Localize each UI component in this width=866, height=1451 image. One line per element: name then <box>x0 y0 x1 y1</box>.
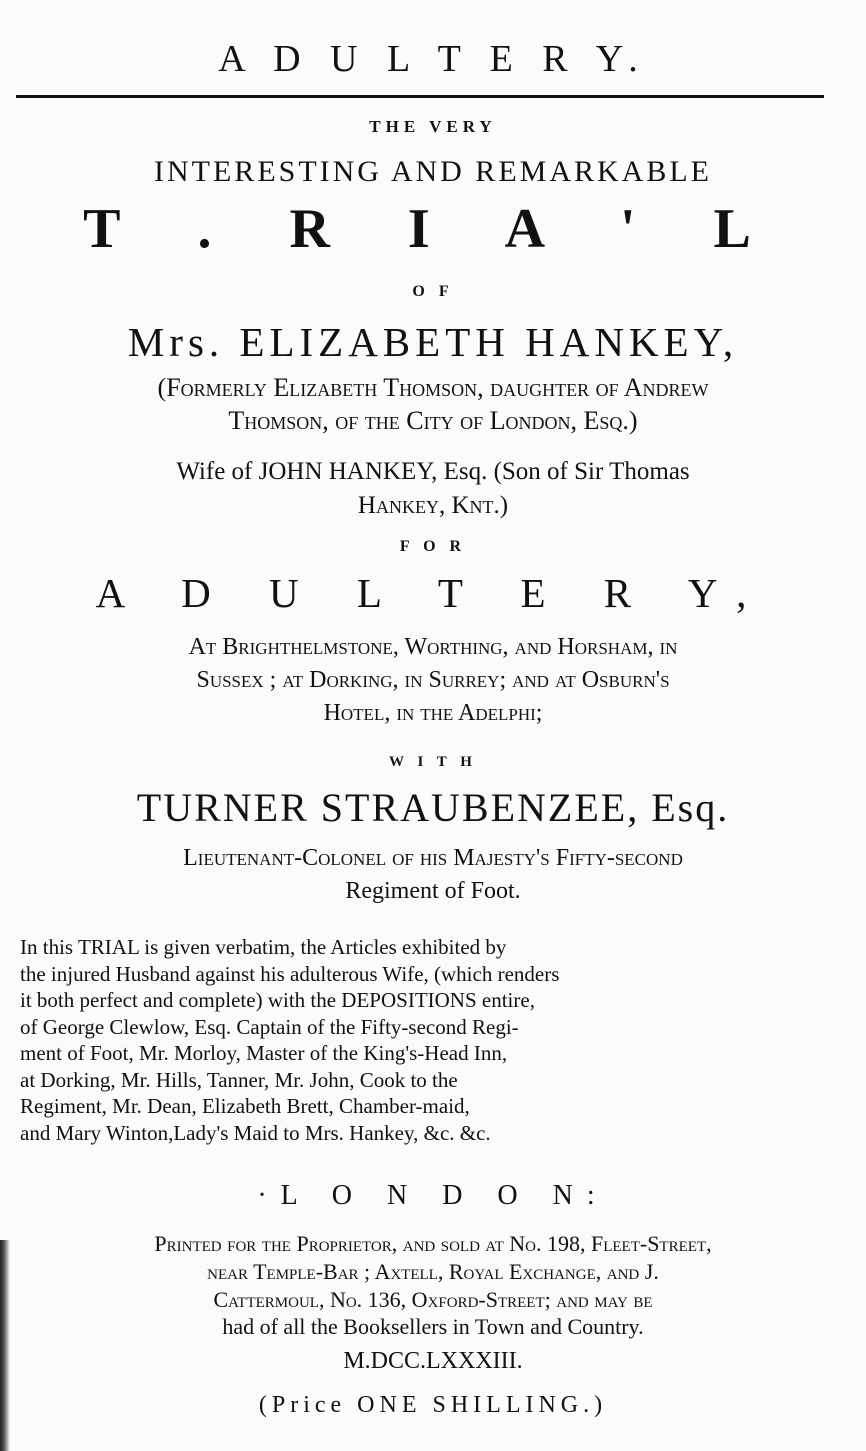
lieutenant-line-2: Regiment of Foot. <box>345 878 521 904</box>
trial-description <box>20 934 828 1146</box>
co-respondent-name: TURNER STRAUBENZEE, Esq. <box>136 785 730 830</box>
places-line-2: Sussex ; at Dorking, in Surrey; and at Osburn's <box>196 667 670 693</box>
description-line: Regiment, Mr. Dean, Elizabeth Brett, Chamber-maid, <box>20 1094 470 1118</box>
description-line: of George Clewlow, Esq. Captain of the Fifty-second Regi- <box>20 1014 519 1039</box>
imprint-city: ·L O N D O N: <box>257 1180 609 1211</box>
adultery-heading: A D U L T E R Y, <box>95 570 771 616</box>
formerly-line-1: (Formerly Elizabeth Thomson, daughter of Andrew <box>157 373 709 402</box>
places-line-1: At Brighthelmstone, Worthing, and Horsham, in <box>188 634 678 660</box>
of-label: O F <box>412 283 454 300</box>
description-line: and Mary Winton,Lady's Maid to Mrs. Hankey, &c. &c. <box>20 1120 491 1145</box>
wife-line-2: Hankey, Knt.) <box>357 492 509 519</box>
price-line: (Price ONE SHILLING.) <box>258 1392 608 1418</box>
header-title: A D U L T E R Y. <box>218 38 648 80</box>
for-label: F O R <box>399 538 467 555</box>
description-line: it both perfect and complete) with the DEPOSITIONS entire, <box>20 988 535 1012</box>
description-line: at Dorking, Mr. Hills, Tanner, Mr. John, Cook to the <box>20 1067 458 1092</box>
places-line-3: Hotel, in the Adelphi; <box>323 700 543 726</box>
imprint-date: M.DCC.LXXXIII. <box>343 1348 523 1374</box>
formerly-line-2: Thomson, of the City of London, Esq.) <box>228 406 638 435</box>
lieutenant-line-1: Lieutenant-Colonel of his Majesty's Fifty-second <box>183 845 683 871</box>
imprint-line-2: near Temple-Bar ; Axtell, Royal Exchange, and J. <box>207 1259 659 1284</box>
interesting-remarkable: INTERESTING AND REMARKABLE <box>154 155 712 188</box>
imprint-line-3: Cattermoul, No. 136, Oxford-Street; and may be <box>213 1287 653 1312</box>
defendant-name: Mrs. ELIZABETH HANKEY, <box>127 319 739 365</box>
with-label: W I T H <box>389 754 477 770</box>
header-rule <box>16 95 824 98</box>
description-line: the injured Husband against his adulterous Wife, (which renders <box>20 961 560 986</box>
imprint-line-4: had of all the Booksellers in Town and Country. <box>222 1314 644 1339</box>
wife-line-1: Wife of JOHN HANKEY, Esq. (Son of Sir Thomas <box>176 458 690 485</box>
trial-heading: T . R I A ' L <box>83 198 783 260</box>
description-line: In this TRIAL is given verbatim, the Articles exhibited by <box>20 935 507 959</box>
imprint-line-1: Printed for the Proprietor, and sold at No. 198, Fleet-Street, <box>154 1231 712 1256</box>
the-very: THE VERY <box>369 117 497 136</box>
description-line: ment of Foot, Mr. Morloy, Master of the King's-Head Inn, <box>20 1041 508 1065</box>
